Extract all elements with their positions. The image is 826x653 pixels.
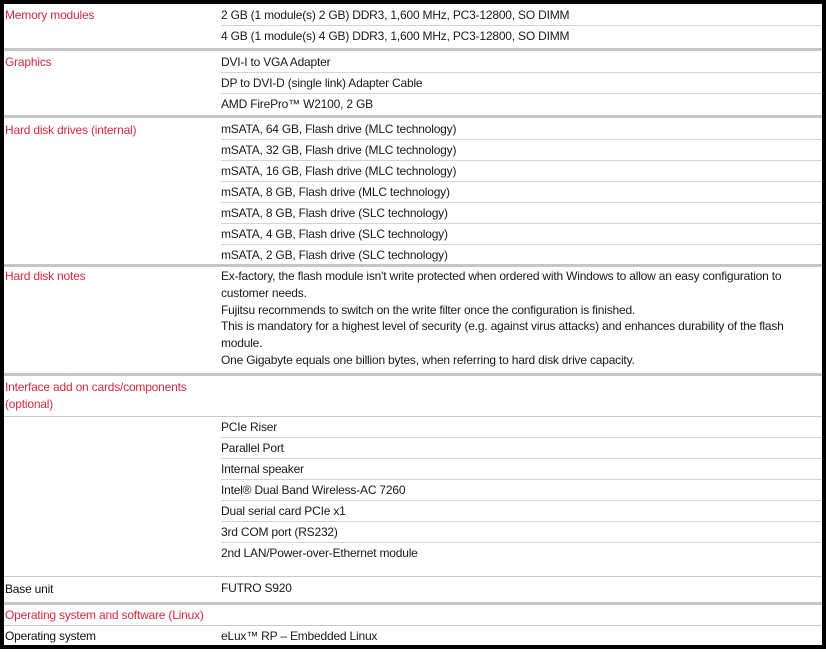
section-label: Hard disk drives (internal) xyxy=(5,123,137,137)
spec-row: mSATA, 16 GB, Flash drive (MLC technology) xyxy=(221,161,822,182)
section-label: Operating system and software (Linux) xyxy=(5,608,204,622)
section-label: Base unit xyxy=(5,582,54,596)
spec-row: mSATA, 8 GB, Flash drive (SLC technology) xyxy=(221,203,822,224)
spec-row: 2nd LAN/Power-over-Ethernet module xyxy=(221,546,418,560)
section-label: Hard disk notes xyxy=(5,269,86,283)
section-os-header xyxy=(4,605,822,626)
spec-row: Internal speaker xyxy=(221,459,822,480)
section-label: Operating system xyxy=(5,629,96,643)
section-hard-disk-drives xyxy=(4,118,822,267)
spec-row: mSATA, 32 GB, Flash drive (MLC technology) xyxy=(221,140,822,161)
spec-row: 3rd COM port (RS232) xyxy=(221,522,822,543)
spec-row: mSATA, 4 GB, Flash drive (SLC technology) xyxy=(221,224,822,245)
spec-row: Dual serial card PCIe x1 xyxy=(221,501,822,522)
spec-row: 4 GB (1 module(s) 4 GB) DDR3, 1,600 MHz, PC3-12800, SO DIMM xyxy=(221,29,570,43)
section-base-unit xyxy=(4,577,822,605)
section-hard-disk-notes xyxy=(4,267,822,376)
section-label: Memory modules xyxy=(5,8,95,22)
section-graphics xyxy=(4,51,822,118)
spec-row: DP to DVI-D (single link) Adapter Cable xyxy=(221,73,822,94)
section-interface-header xyxy=(4,376,822,417)
spec-value: FUTRO S920 xyxy=(221,581,292,595)
note-paragraph: Fujitsu recommends to switch on the write filter once the configuration is finished. xyxy=(221,302,636,317)
spec-row: DVI-I to VGA Adapter xyxy=(221,52,822,73)
spec-row: 2 GB (1 module(s) 2 GB) DDR3, 1,600 MHz, PC3-12800, SO DIMM xyxy=(221,5,822,26)
spec-row: PCIe Riser xyxy=(221,417,822,438)
note-paragraph: This is mandatory for a highest level of security (e.g. against virus attacks) and enhances durability of the flash module. xyxy=(221,319,784,351)
section-operating-system xyxy=(4,626,822,646)
spec-row: Parallel Port xyxy=(221,438,822,459)
note-paragraph: One Gigabyte equals one billion bytes, when referring to hard disk drive capacity. xyxy=(221,352,635,367)
spec-row: mSATA, 8 GB, Flash drive (MLC technology) xyxy=(221,182,822,203)
spec-row: AMD FirePro™ W2100, 2 GB xyxy=(221,97,373,111)
section-label: Graphics xyxy=(5,55,52,69)
spec-table xyxy=(4,4,822,646)
spec-value: eLux™ RP – Embedded Linux xyxy=(221,629,378,643)
spec-row: mSATA, 64 GB, Flash drive (MLC technology) xyxy=(221,119,822,140)
note-paragraph: Ex-factory, the flash module isn't write protected when ordered with Windows to allow an easy configuration to customer needs. xyxy=(221,269,782,300)
section-interface-items xyxy=(4,417,822,577)
spec-row: Intel® Dual Band Wireless-AC 7260 xyxy=(221,480,822,501)
section-label: Interface add on cards/components (optional) xyxy=(5,380,187,411)
section-memory xyxy=(4,4,822,51)
spec-row: mSATA, 2 GB, Flash drive (SLC technology) xyxy=(221,248,448,262)
